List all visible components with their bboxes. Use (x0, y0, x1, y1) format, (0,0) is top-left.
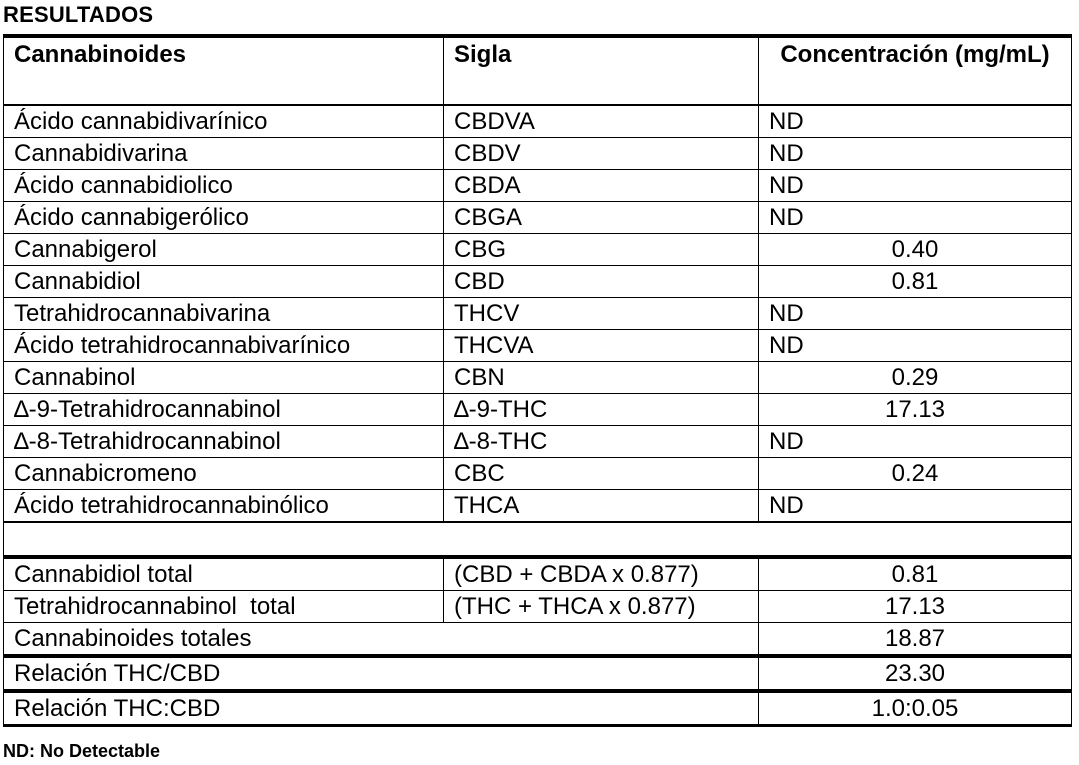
cannabinoid-name: Ácido cannabidivarínico (4, 105, 444, 138)
cannabinoid-name: ∆-9-Tetrahidrocannabinol (4, 394, 444, 426)
ratio-colon-label: Relación THC:CBD (4, 691, 759, 726)
table-row (4, 298, 1072, 330)
cannabinoid-name: Cannabicromeno (4, 458, 444, 490)
separator-row (4, 522, 1072, 557)
cannabinoid-code: CBD (444, 266, 759, 298)
cannabinoid-code: CBC (444, 458, 759, 490)
table-row (4, 458, 1072, 490)
cannabinoid-name: Ácido cannabigerólico (4, 202, 444, 234)
table-row (4, 138, 1072, 170)
cannabinoid-concentration: ND (759, 330, 1072, 362)
cannabinoid-code: THCVA (444, 330, 759, 362)
table-row (4, 656, 1072, 691)
cannabinoid-name: Tetrahidrocannabivarina (4, 298, 444, 330)
cbd-total-formula: (CBD + CBDA x 0.877) (444, 557, 759, 591)
cannabinoid-concentration: 0.24 (759, 458, 1072, 490)
cannabinoid-concentration: 0.40 (759, 234, 1072, 266)
table-row (4, 202, 1072, 234)
cannabinoid-code: CBDVA (444, 105, 759, 138)
table-row (4, 234, 1072, 266)
table-row (4, 330, 1072, 362)
cannabinoid-name: Cannabinol (4, 362, 444, 394)
cannabinoid-code: CBGA (444, 202, 759, 234)
cbd-total-label: Cannabidiol total (4, 557, 444, 591)
cannabinoid-code: ∆-8-THC (444, 426, 759, 458)
cannabinoid-concentration: ND (759, 138, 1072, 170)
cannabinoids-total-label: Cannabinoides totales (4, 623, 759, 657)
table-row (4, 394, 1072, 426)
cannabinoid-concentration: ND (759, 170, 1072, 202)
ratio-colon-value: 1.0:0.05 (759, 691, 1072, 726)
cannabinoid-code: CBG (444, 234, 759, 266)
cannabinoid-code: CBDV (444, 138, 759, 170)
totals-body (4, 522, 1072, 726)
ratio-slash-label: Relación THC/CBD (4, 656, 759, 691)
cannabinoid-concentration: 0.81 (759, 266, 1072, 298)
cannabinoid-code: CBN (444, 362, 759, 394)
cannabinoid-name: Cannabidiol (4, 266, 444, 298)
thc-total-label: Tetrahidrocannabinol total (4, 591, 444, 623)
table-row (4, 170, 1072, 202)
table-header (4, 36, 1072, 105)
results-table (3, 34, 1072, 727)
cbd-total-value: 0.81 (759, 557, 1072, 591)
table-row (4, 426, 1072, 458)
cannabinoid-name: Ácido cannabidiolico (4, 170, 444, 202)
table-row (4, 490, 1072, 523)
cannabinoid-name: Ácido tetrahidrocannabinólico (4, 490, 444, 523)
footnote: ND: No Detectable (3, 741, 161, 761)
cannabinoid-concentration: 17.13 (759, 394, 1072, 426)
separator-cell (4, 522, 1072, 557)
table-row (4, 691, 1072, 726)
cannabinoid-name: ∆-8-Tetrahidrocannabinol (4, 426, 444, 458)
table-row (4, 623, 1072, 657)
cannabinoid-concentration: ND (759, 298, 1072, 330)
results-body (4, 105, 1072, 522)
header-code: Sigla (444, 36, 759, 105)
cannabinoid-concentration: ND (759, 426, 1072, 458)
page-title: RESULTADOS (3, 2, 154, 27)
header-concentration: Concentración (mg/mL) (759, 36, 1072, 105)
cannabinoid-code: CBDA (444, 170, 759, 202)
cannabinoid-concentration: ND (759, 490, 1072, 523)
cannabinoid-name: Ácido tetrahidrocannabivarínico (4, 330, 444, 362)
cannabinoids-total-value: 18.87 (759, 623, 1072, 657)
table-row (4, 266, 1072, 298)
ratio-slash-value: 23.30 (759, 656, 1072, 691)
cannabinoid-code: THCA (444, 490, 759, 523)
cannabinoid-name: Cannabidivarina (4, 138, 444, 170)
cannabinoid-name: Cannabigerol (4, 234, 444, 266)
table-row (4, 591, 1072, 623)
thc-total-formula: (THC + THCA x 0.877) (444, 591, 759, 623)
cannabinoid-concentration: ND (759, 202, 1072, 234)
table-row (4, 557, 1072, 591)
cannabinoid-code: THCV (444, 298, 759, 330)
header-cannabinoids: Cannabinoides (4, 36, 444, 105)
table-row (4, 105, 1072, 138)
table-row (4, 362, 1072, 394)
cannabinoid-code: ∆-9-THC (444, 394, 759, 426)
cannabinoid-concentration: 0.29 (759, 362, 1072, 394)
thc-total-value: 17.13 (759, 591, 1072, 623)
cannabinoid-concentration: ND (759, 105, 1072, 138)
